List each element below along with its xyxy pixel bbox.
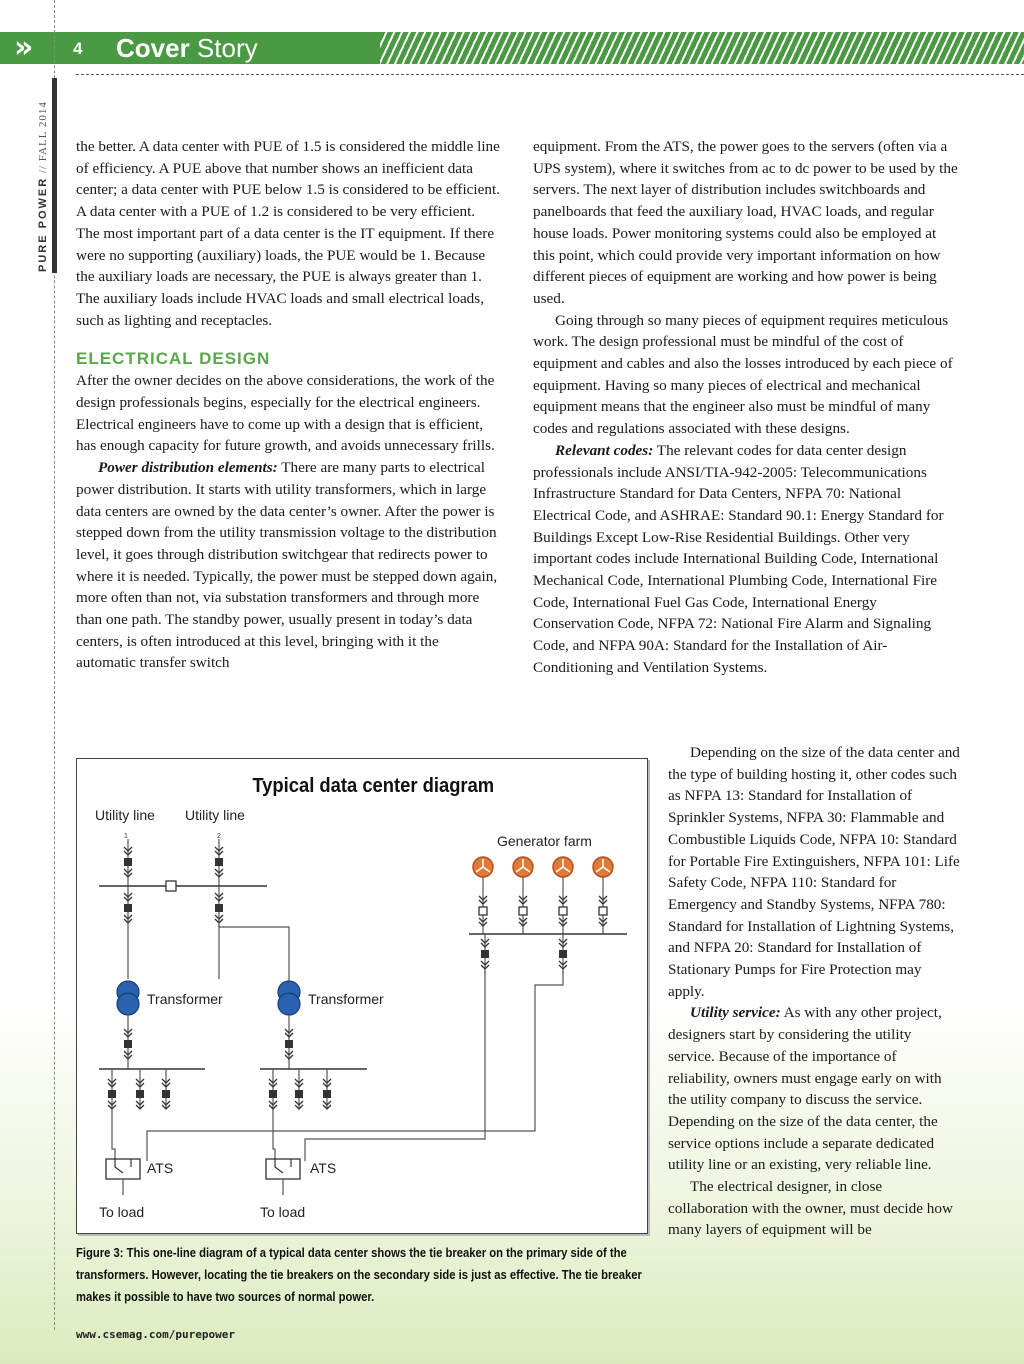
- right-paragraph-1: equipment. From the ATS, the power goes to the servers (often via a UPS system), where it switches from ac to dc power to be used by the servers. The next layer of distribution includes switchboards and panelboards that feed the auxiliary load, HVAC loads, and regular house loads. Power monitoring systems could also be employed at this point, which could provide very important information on how different pieces of equipment are working and how power is being used.: [533, 138, 958, 307]
- left-paragraph-2: After the owner decides on the above considerations, the work of the design professionals begins, especially for the electrical engineers. Electrical engineers have to come up with a design that is efficient, has enough capacity for future growth, and avoids unnecessary frills.: [76, 372, 495, 455]
- ats-1-symbol: [106, 1159, 140, 1195]
- left-paragraph-1: the better. A data center with PUE of 1.5 is considered the middle line of efficiency. A PUE above that number shows an inefficient data center; a data center with PUE below 1.5 is considered to be efficient. A data center with a PUE of 1.2 is considered to be very efficient. The most important part of a data center is the IT equipment. If there were no supporting (auxiliary) loads, the PUE would be 1. Because the auxiliary loads are necessary, the PUE is always greater than 1. The auxiliary loads include HVAC loads and small electrical loads, such as lighting and receptacles.: [76, 138, 500, 329]
- right-paragraph-3-body: The relevant codes for data center design professionals include ANSI/TIA-942-2005: Telecommunications Infrastructure Standard for Data Centers, NFPA 70: National Electrical Code, and ASHRAE: Standard 90.1: Energy Standard for Buildings Except Low-Rise Residential Buildings. Other very important codes include International Building Code, International Mechanical Code, International Plumbing Code, International Fire Code, International Fuel Gas Code, International Energy Conservation Code, NFPA 72: National Fire Alarm and Signaling Code, and NFPA 90A: Standard for the Installation of Air-Conditioning and Ventilation Systems.: [533, 441, 944, 676]
- transformer-2-symbol: [278, 981, 300, 1015]
- to-load-2-label: To load: [260, 1204, 306, 1220]
- one-line-diagram: [77, 759, 647, 1233]
- narrow-paragraph-2-body: As with any other project, designers start by considering the utility service. Because of the importance of reliability, owners must engage early on with the utility company to discuss the service. Depending on the size of the data center, the service options include a separate dedicated utility line or an existing, very reliable line.: [668, 1004, 942, 1174]
- right-paragraph-3: [533, 440, 961, 679]
- transformer-2-label: Transformer: [308, 991, 384, 1007]
- section-title-light: Story: [189, 33, 258, 63]
- tie-breaker: [166, 881, 176, 891]
- section-heading: ELECTRICAL DESIGN: [76, 349, 271, 369]
- left-paragraph-3-body: There are many parts to electrical power distribution. It starts with utility transformers, which in large data centers are owned by the data center’s owner. After the power is stepped down from the utility transmission voltage to the distribution level, it goes through distribution switchgear that redirects power to where it is needed. Typically, the power must be stepped down again, more often than not, via substation transformers and through more than one path. The standby power, usually present in today’s data centers, is often introduced at this level, bringing with it the automatic transfer switch: [76, 459, 498, 672]
- lead-power-distribution: Power distribution elements:: [98, 459, 278, 477]
- lead-relevant-codes: Relevant codes:: [555, 441, 654, 459]
- narrow-paragraph-1: Depending on the size of the data center and the type of building hosting it, other codes such as NFPA 13: Standard for Installation of Sprinkler Systems, NFPA 30: Flammable and Combustible Liquids Code, NFPA 10: Standard for Portable Fire Extinguishers, NFPA 101: Life Safety Code, NFPA 110: Standard for Emergency and Standby Systems, NFPA 780: Standard for Installation of Lightning Systems, and NFPA 20: Standard for Installation of Stationary Pumps for Fire Protection may apply.: [668, 744, 960, 1000]
- narrow-paragraph-3: The electrical designer, in close collaboration with the owner, must decide how many layers of equipment will be: [668, 1178, 953, 1239]
- side-issue: // FALL 2014: [37, 101, 49, 177]
- lead-utility-service: Utility service:: [690, 1004, 781, 1022]
- figure-caption: Figure 3: This one-line diagram of a typical data center shows the tie breaker on the primary side of the transformers. However, locating the tie breakers on the secondary side is just as effective. The tie breaker makes it possible to have two sources of normal power.: [76, 1246, 642, 1304]
- generator-farm-label: Generator farm: [497, 833, 592, 849]
- narrow-paragraph-2: [668, 1002, 961, 1176]
- header-divider: [76, 74, 1024, 75]
- left-paragraph-3: [76, 457, 502, 674]
- secondary-distribution: [99, 1015, 367, 1119]
- section-title-bold: Cover: [116, 33, 190, 63]
- side-bar: [52, 78, 57, 273]
- header-hatch: [380, 32, 1024, 64]
- utility-line-1-label: Utility line: [95, 807, 155, 823]
- chevron-icon: »: [14, 30, 26, 65]
- section-title: [116, 34, 258, 62]
- side-label: [36, 101, 50, 272]
- narrow-column: [668, 742, 961, 1241]
- left-column: [76, 136, 502, 674]
- diagram-title: Typical data center diagram: [252, 775, 495, 798]
- utility-line-2-label: Utility line: [185, 807, 245, 823]
- ats-2-label: ATS: [310, 1160, 337, 1176]
- ats-1-label: ATS: [147, 1160, 174, 1176]
- transformer-1-label: Transformer: [147, 991, 223, 1007]
- page-number: 4: [73, 39, 83, 58]
- ats-2-symbol: [266, 1159, 300, 1195]
- transformer-1-symbol: [117, 981, 139, 1015]
- side-brand: PURE POWER: [37, 176, 49, 272]
- generator-farm: [469, 857, 627, 974]
- utility-line-2-number: 2: [217, 833, 221, 840]
- diagram-figure: [76, 758, 648, 1234]
- utility-line-1-number: 1: [124, 833, 128, 840]
- footer-url[interactable]: www.csemag.com/purepower: [76, 1328, 235, 1341]
- right-column: [533, 136, 961, 679]
- right-paragraph-2: Going through so many pieces of equipment requires meticulous work. The design professional must be mindful of the cost of equipment and cables and also the losses introduced by each piece of equipment. Having so many pieces of electrical and mechanical equipment means that the engineer also must be mindful of many codes and regulations associated with these designs.: [533, 311, 953, 438]
- utility-feeders: [99, 839, 267, 979]
- to-load-1-label: To load: [99, 1204, 145, 1220]
